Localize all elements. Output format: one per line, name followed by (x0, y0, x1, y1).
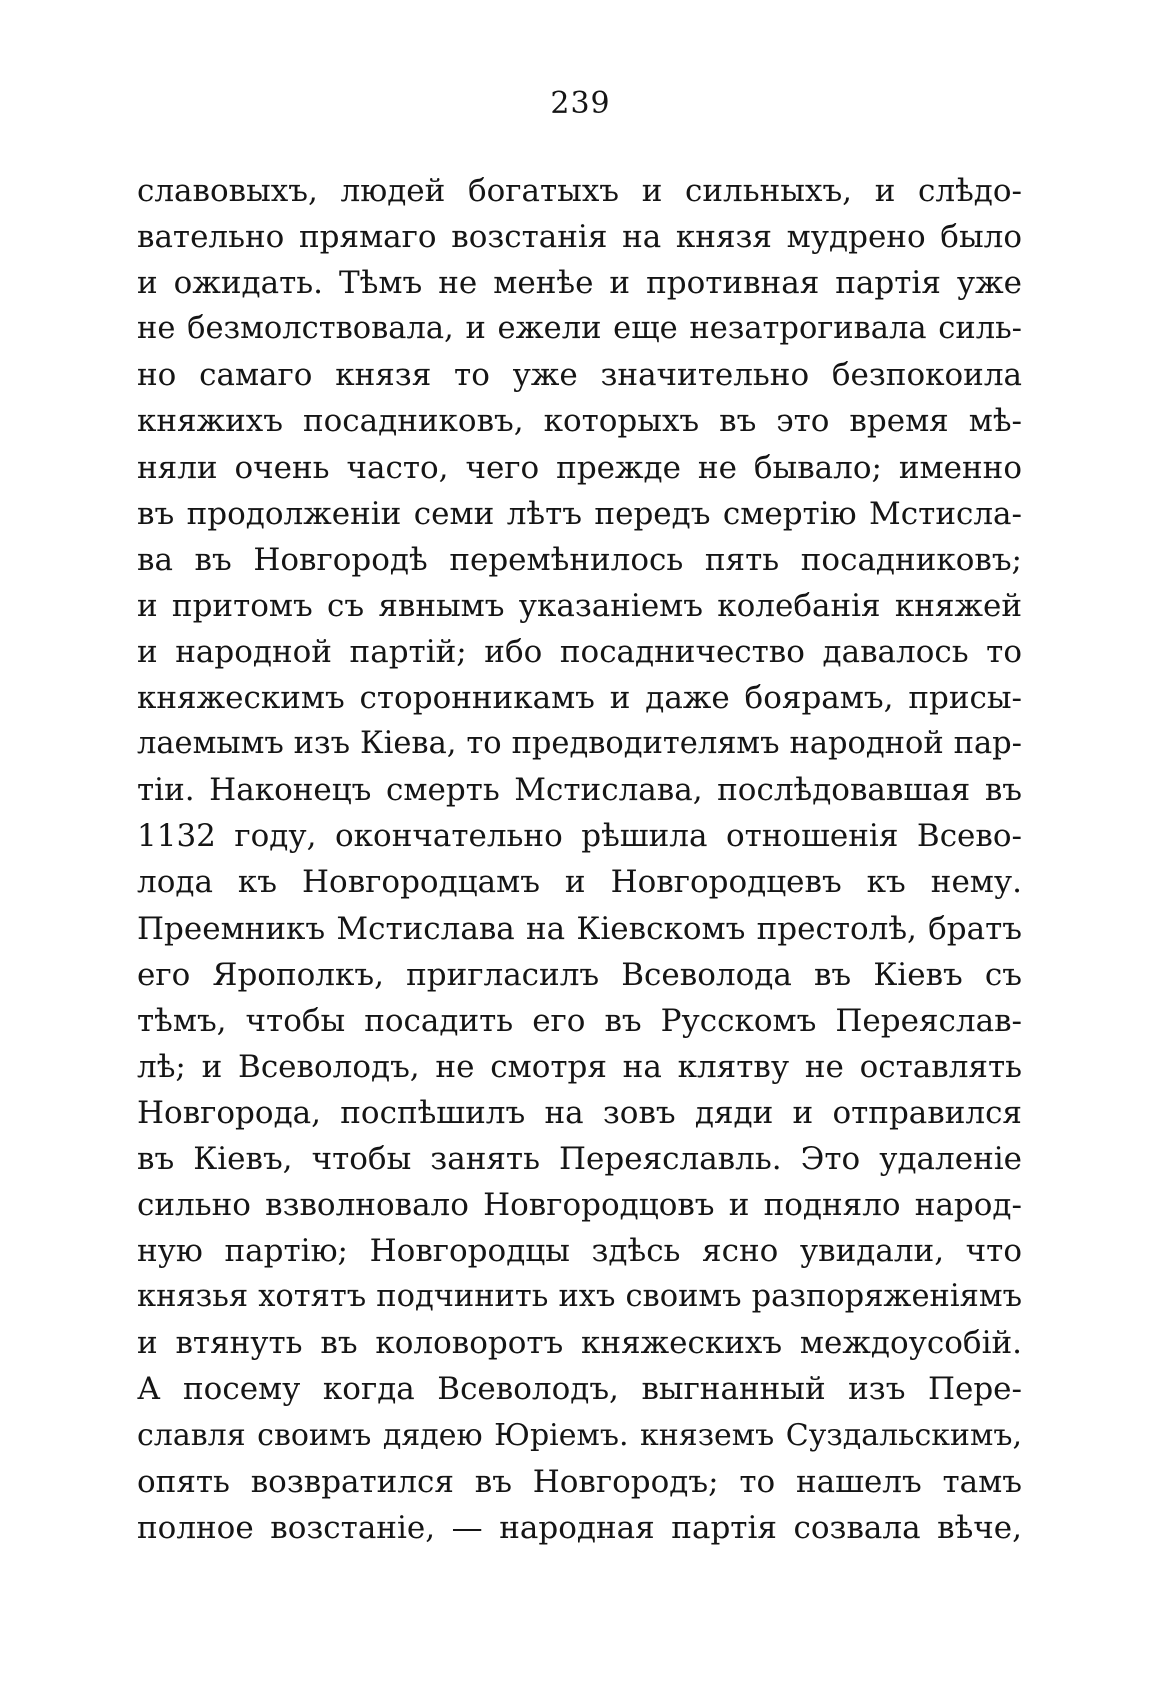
text-line: лода къ Новгородцамъ и Новгородцевъ къ нему. (137, 864, 1022, 901)
text-line: тѣмъ, чтобы посадить его въ Русскомъ Переяслав- (137, 1002, 1022, 1039)
text-line: въ Кіевъ, чтобы занять Переяславль. Это удаленіе (137, 1140, 1022, 1177)
page-number: 239 (550, 86, 611, 121)
text-line: князья хотятъ подчинить ихъ своимъ разпоряженіямъ (137, 1279, 1022, 1315)
text-line: славовыхъ, людей богатыхъ и сильныхъ, и слѣдо- (137, 173, 1022, 209)
text-line: его Ярополкъ, пригласилъ Всеволода въ Кіевъ съ (137, 956, 1022, 993)
text-line: няли очень часто, чего прежде не бывало; именно (137, 449, 1022, 486)
text-line: Новгорода, поспѣшилъ на зовъ дяди и отправился (137, 1094, 1022, 1131)
text-line: А посему когда Всеволодъ, выгнанный изъ Пере- (137, 1371, 1022, 1408)
text-line: и ожидать. Тѣмъ не менѣе и противная партія уже (137, 265, 1022, 302)
text-line: и втянуть въ коловоротъ княжескихъ междоусобій. (137, 1325, 1022, 1362)
text-line: вательно прямаго возстанія на князя мудрено было (137, 219, 1022, 256)
text-line: полное возстаніе, — народная партія созвала вѣче, (137, 1509, 1022, 1546)
text-line: 1132 году, окончательно рѣшила отношенія Всево- (137, 818, 1022, 855)
text-line: княжескимъ сторонникамъ и даже боярамъ, присы- (137, 680, 1022, 717)
text-line: опять возвратился въ Новгородъ; то нашелъ тамъ (137, 1463, 1022, 1500)
text-line: не безмолствовала, и ежели еще незатрогивала силь- (137, 311, 1022, 347)
text-line: и притомъ съ явнымъ указаніемъ колебанія княжей (137, 587, 1022, 624)
text-line: лаемымъ изъ Кіева, то предводителямъ народной пар- (137, 726, 1022, 762)
text-line: сильно взволновало Новгородцовъ и подняло народ- (137, 1187, 1022, 1224)
body-text (137, 168, 1022, 1551)
text-line: но самаго князя то уже значительно безпокоила (137, 357, 1022, 394)
text-line: княжихъ посадниковъ, которыхъ въ это время мѣ- (137, 403, 1022, 440)
text-line: тіи. Наконецъ смерть Мстислава, послѣдовавшая въ (137, 772, 1022, 809)
text-line: ную партію; Новгородцы здѣсь ясно увидали, что (137, 1233, 1022, 1270)
text-line: и народной партій; ибо посадничество давалось то (137, 633, 1022, 670)
text-line: лѣ; и Всеволодъ, не смотря на клятву не оставлять (137, 1048, 1022, 1085)
text-line: славля своимъ дядею Юріемъ. княземъ Суздальскимъ, (137, 1417, 1022, 1453)
text-line: Преемникъ Мстислава на Кіевскомъ престолѣ, братъ (137, 910, 1022, 947)
text-line: ва въ Новгородѣ перемѣнилось пять посадниковъ; (137, 541, 1022, 578)
text-line: въ продолженіи семи лѣтъ передъ смертію Мстисла- (137, 495, 1022, 532)
